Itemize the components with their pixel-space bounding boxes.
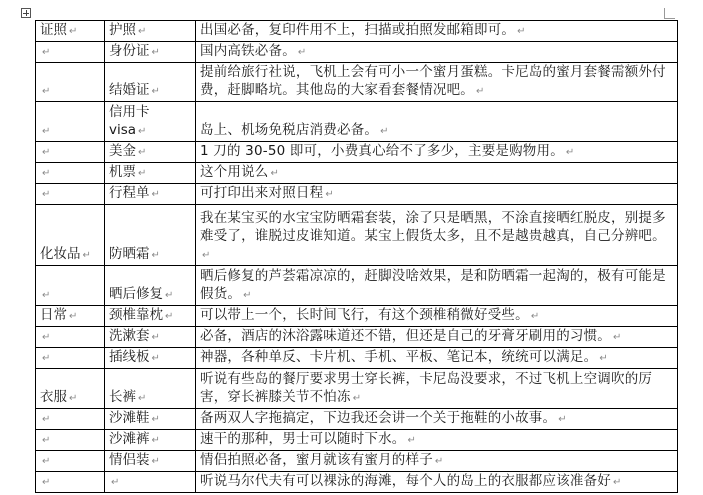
paragraph-mark-icon: ↵ xyxy=(352,393,362,404)
item-cell-text: 信用卡 visa xyxy=(109,104,150,138)
item-cell[interactable] xyxy=(105,306,196,327)
paragraph-mark-icon: ↵ xyxy=(42,189,51,200)
category-cell[interactable] xyxy=(36,306,105,327)
description-cell[interactable] xyxy=(196,266,678,306)
table-row xyxy=(36,369,678,409)
table-row xyxy=(36,327,678,348)
description-cell-text: 晒后修复的芦荟霜凉凉的，赶脚没啥效果，是和防晒霜一起淘的，极有可能是假货。 xyxy=(200,268,666,302)
paragraph-mark-icon: ↵ xyxy=(151,353,160,364)
category-cell-text: 衣服 xyxy=(40,389,67,405)
description-cell[interactable] xyxy=(196,184,678,205)
table-row xyxy=(36,409,678,430)
paragraph-mark-icon: ↵ xyxy=(558,414,567,425)
item-cell[interactable] xyxy=(105,430,196,451)
paragraph-mark-icon: ↵ xyxy=(151,250,160,261)
item-cell[interactable] xyxy=(105,348,196,369)
description-cell-text: 听说马尔代夫有可以裸泳的海滩，每个人的岛上的衣服都应该准备好 xyxy=(200,473,611,489)
description-cell[interactable] xyxy=(196,369,678,409)
paragraph-mark-icon: ↵ xyxy=(613,332,622,343)
category-cell[interactable] xyxy=(36,472,105,493)
paragraph-mark-icon: ↵ xyxy=(42,147,51,158)
description-cell[interactable] xyxy=(196,409,678,430)
paragraph-mark-icon: ↵ xyxy=(138,147,147,158)
category-cell[interactable] xyxy=(36,21,105,42)
table-row xyxy=(36,163,678,184)
table-row xyxy=(36,306,678,327)
description-cell-text: 情侣拍照必备，蜜月就该有蜜月的样子 xyxy=(200,452,433,468)
description-cell[interactable] xyxy=(196,142,678,163)
category-cell[interactable] xyxy=(36,163,105,184)
category-cell[interactable] xyxy=(36,430,105,451)
description-cell-text: 必备，酒店的沐浴露味道还不错，但还是自己的牙膏牙刷用的习惯。 xyxy=(200,328,611,344)
paragraph-mark-icon: ↵ xyxy=(111,477,120,488)
description-cell[interactable] xyxy=(196,42,678,63)
item-cell-text: 长裤 xyxy=(109,389,136,405)
table-row xyxy=(36,266,678,306)
item-cell-text: 洗漱套 xyxy=(109,328,150,344)
description-cell[interactable] xyxy=(196,205,678,266)
item-cell-text: 颈椎靠枕 xyxy=(109,307,163,323)
paragraph-mark-icon: ↵ xyxy=(69,311,78,322)
paragraph-mark-icon: ↵ xyxy=(151,332,160,343)
category-cell[interactable] xyxy=(36,42,105,63)
item-cell[interactable] xyxy=(105,21,196,42)
description-cell-text: 1 刀的 30-50 即可，小费真心给不了多少，主要是购物用。 xyxy=(200,143,564,159)
description-cell[interactable] xyxy=(196,451,678,472)
item-cell-text: 沙滩裤 xyxy=(109,431,150,447)
paragraph-mark-icon: ↵ xyxy=(151,435,160,446)
item-cell-text: 行程单 xyxy=(109,185,150,201)
table-row xyxy=(36,184,678,205)
item-cell-text: 沙滩鞋 xyxy=(109,410,150,426)
item-cell-text: 结婚证 xyxy=(109,82,150,98)
description-cell[interactable] xyxy=(196,63,678,102)
paragraph-mark-icon: ↵ xyxy=(42,477,51,488)
item-cell-text: 插线板 xyxy=(109,349,150,365)
paragraph-mark-icon: ↵ xyxy=(151,47,160,58)
paragraph-mark-icon: ↵ xyxy=(42,126,51,137)
description-cell-text: 备两双人字拖搞定，下边我还会讲一个关于拖鞋的小故事。 xyxy=(200,410,557,426)
item-cell[interactable] xyxy=(105,472,196,493)
margin-corner-mark xyxy=(664,8,675,19)
description-cell-text: 听说有些岛的餐厅要求男士穿长裤，卡尼岛没要求，不过飞机上空调吹的厉害，穿长裤膝关节不怕冻 xyxy=(200,371,653,405)
paragraph-mark-icon: ↵ xyxy=(530,311,540,322)
category-cell[interactable] xyxy=(36,348,105,369)
paragraph-mark-icon: ↵ xyxy=(42,47,51,58)
item-cell[interactable] xyxy=(105,451,196,472)
paragraph-mark-icon: ↵ xyxy=(42,290,51,301)
category-cell[interactable] xyxy=(36,102,105,142)
paragraph-mark-icon: ↵ xyxy=(151,414,160,425)
table-move-handle-icon[interactable] xyxy=(21,8,31,18)
paragraph-mark-icon: ↵ xyxy=(138,168,147,179)
table-row xyxy=(36,63,678,102)
description-cell-text: 神器，各种单反、卡片机、手机、平板、笔记本，统统可以满足。 xyxy=(200,349,598,365)
item-cell[interactable] xyxy=(105,369,196,409)
item-cell-text: 美金 xyxy=(109,143,136,159)
item-cell[interactable] xyxy=(105,327,196,348)
item-cell[interactable] xyxy=(105,42,196,63)
paragraph-mark-icon: ↵ xyxy=(517,26,526,37)
paragraph-mark-icon: ↵ xyxy=(380,126,389,137)
category-cell[interactable] xyxy=(36,409,105,430)
paragraph-mark-icon: ↵ xyxy=(151,86,160,97)
category-cell-text: 化妆品 xyxy=(40,246,81,262)
description-cell-text: 岛上、机场免税店消费必备。 xyxy=(200,122,379,138)
description-cell[interactable] xyxy=(196,348,678,369)
category-cell[interactable] xyxy=(36,205,105,266)
paragraph-mark-icon: ↵ xyxy=(434,456,444,467)
paragraph-mark-icon: ↵ xyxy=(42,86,51,97)
paragraph-mark-icon: ↵ xyxy=(42,353,51,364)
table-row xyxy=(36,348,678,369)
paragraph-mark-icon: ↵ xyxy=(476,86,485,97)
paragraph-mark-icon: ↵ xyxy=(325,189,334,200)
table-row xyxy=(36,42,678,63)
item-cell[interactable] xyxy=(105,63,196,102)
paragraph-mark-icon: ↵ xyxy=(42,456,51,467)
item-cell[interactable] xyxy=(105,205,196,266)
description-cell-text: 可以带上一个，长时间飞行，有这个颈椎稍微好受些。 xyxy=(200,307,529,323)
paragraph-mark-icon: ↵ xyxy=(270,168,280,179)
description-cell[interactable] xyxy=(196,430,678,451)
category-cell[interactable] xyxy=(36,369,105,409)
item-cell-text: 机票 xyxy=(109,164,136,180)
category-cell-text: 证照 xyxy=(40,22,67,38)
item-cell-text: 护照 xyxy=(109,22,136,38)
paragraph-mark-icon: ↵ xyxy=(613,477,622,488)
description-cell-text: 出国必备，复印件用不上，扫描或拍照发邮箱即可。 xyxy=(200,22,516,38)
category-cell[interactable] xyxy=(36,63,105,102)
paragraph-mark-icon: ↵ xyxy=(138,26,147,37)
description-cell-text: 提前给旅行社说，飞机上会有可小一个蜜月蛋糕。卡尼岛的蜜月套餐需额外付费，赶脚略坑。其他岛的大家看套餐情况吧。 xyxy=(200,64,666,98)
paragraph-mark-icon: ↵ xyxy=(151,189,160,200)
paragraph-mark-icon: ↵ xyxy=(151,456,160,467)
paragraph-mark-icon: ↵ xyxy=(42,332,51,343)
paragraph-mark-icon: ↵ xyxy=(243,290,252,301)
paragraph-mark-icon: ↵ xyxy=(42,414,51,425)
description-cell-text: 速干的那种，男士可以随时下水。 xyxy=(200,431,406,447)
description-cell[interactable] xyxy=(196,327,678,348)
item-cell-text: 晒后修复 xyxy=(109,286,163,302)
item-cell[interactable] xyxy=(105,409,196,430)
item-cell[interactable] xyxy=(105,142,196,163)
description-cell[interactable] xyxy=(196,102,678,142)
paragraph-mark-icon: ↵ xyxy=(138,126,147,137)
description-cell[interactable] xyxy=(196,472,678,493)
category-cell[interactable] xyxy=(36,142,105,163)
paragraph-mark-icon: ↵ xyxy=(165,290,174,301)
item-cell-text: 防晒霜 xyxy=(109,246,150,262)
table-row xyxy=(36,472,678,493)
paragraph-mark-icon: ↵ xyxy=(82,250,91,261)
item-cell-text: 身份证 xyxy=(109,43,150,59)
table-row xyxy=(36,205,678,266)
table-row xyxy=(36,102,678,142)
item-cell[interactable] xyxy=(105,163,196,184)
packing-list-table xyxy=(35,20,678,493)
paragraph-mark-icon: ↵ xyxy=(138,393,147,404)
paragraph-mark-icon: ↵ xyxy=(297,47,307,58)
item-cell-text: 情侣装 xyxy=(109,452,150,468)
table-row xyxy=(36,142,678,163)
item-cell[interactable] xyxy=(105,184,196,205)
category-cell[interactable] xyxy=(36,266,105,306)
category-cell-text: 日常 xyxy=(40,307,67,323)
paragraph-mark-icon: ↵ xyxy=(599,353,608,364)
paragraph-mark-icon: ↵ xyxy=(165,311,174,322)
description-cell-text: 我在某宝买的水宝宝防晒霜套装，涂了只是晒黑，不涂直接晒红脱皮，别提多难受了，谁脱过皮谁知道。某宝上假货太多，且不是越贵越真，自己分辨吧。 xyxy=(200,210,666,244)
table-row xyxy=(36,430,678,451)
description-cell-text: 这个用说么 xyxy=(200,164,269,180)
paragraph-mark-icon: ↵ xyxy=(42,168,51,179)
description-cell-text: 国内高铁必备。 xyxy=(200,43,296,59)
paragraph-mark-icon: ↵ xyxy=(69,26,78,37)
table-row xyxy=(36,451,678,472)
paragraph-mark-icon: ↵ xyxy=(42,435,51,446)
paragraph-mark-icon: ↵ xyxy=(565,147,575,158)
category-cell[interactable] xyxy=(36,184,105,205)
description-cell[interactable] xyxy=(196,21,678,42)
table-row xyxy=(36,21,678,42)
description-cell[interactable] xyxy=(196,163,678,184)
category-cell[interactable] xyxy=(36,327,105,348)
paragraph-mark-icon: ↵ xyxy=(202,250,211,261)
paragraph-mark-icon: ↵ xyxy=(407,435,417,446)
item-cell[interactable] xyxy=(105,266,196,306)
paragraph-mark-icon: ↵ xyxy=(69,393,78,404)
description-cell-text: 可打印出来对照日程 xyxy=(200,185,324,201)
description-cell[interactable] xyxy=(196,306,678,327)
item-cell[interactable] xyxy=(105,102,196,142)
category-cell[interactable] xyxy=(36,451,105,472)
